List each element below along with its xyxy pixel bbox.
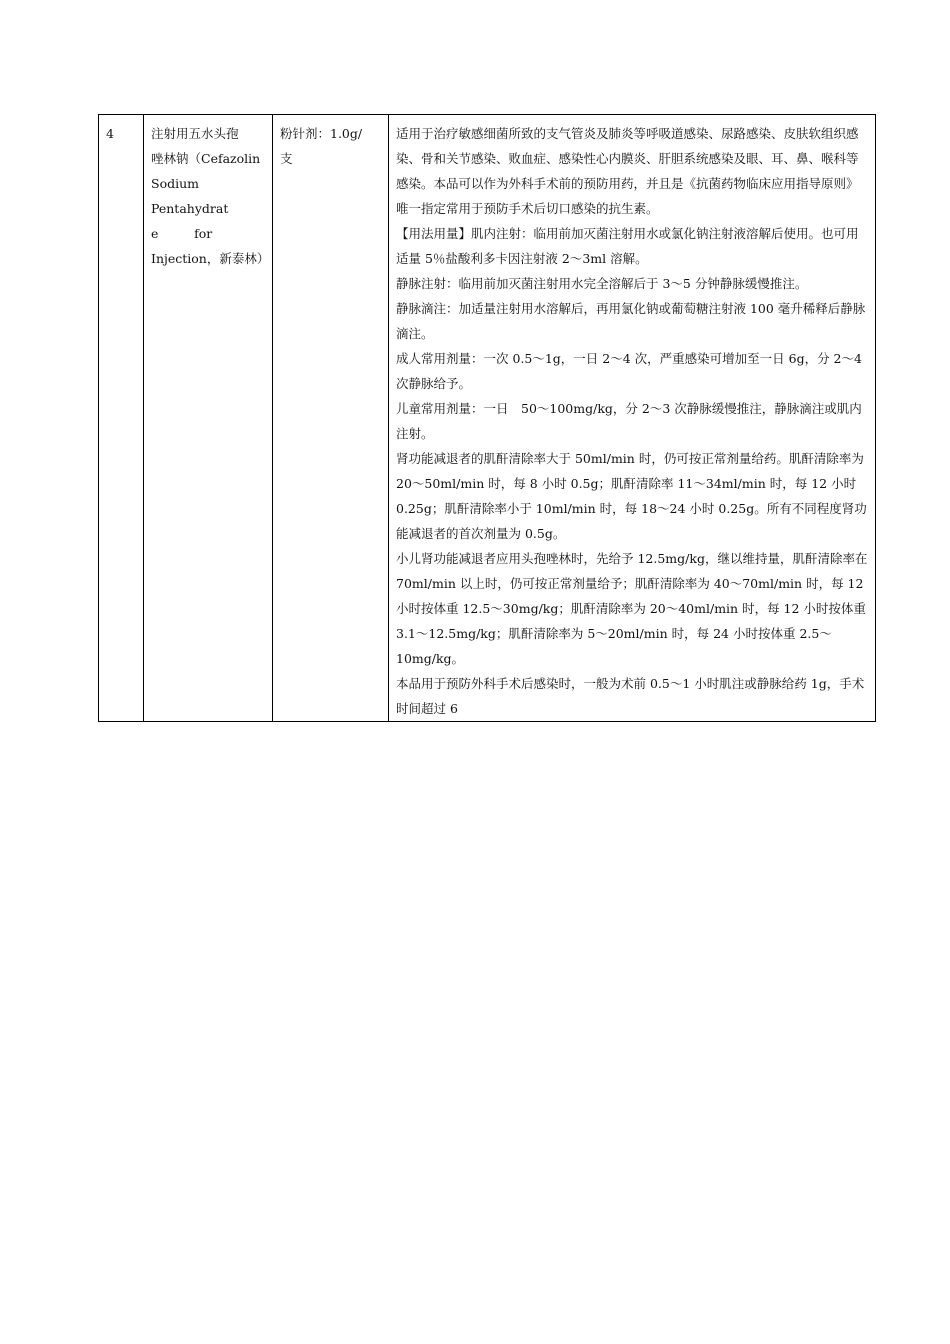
- description-paragraph: 【用法用量】肌内注射：临用前加灭菌注射用水或氯化钠注射液溶解后使用。也可用适量 5％盐酸利多卡因注射液 2～3ml 溶解。: [396, 226, 859, 266]
- description-paragraph: 肾功能减退者的肌酐清除率大于 50ml/min 时，仍可按正常剂量给药。肌酐清除率为 20～50ml/min 时，每 8 小时 0.5g；肌酐清除率 11～34ml/min 时，每 12 小时 0.25g；肌酐清除率小于 10ml/min 时，每 18～24 小时 0.25g。所有不同程度肾功能减退者的首次剂量为 0.5g。: [396, 451, 867, 541]
- description-paragraph: 适用于治疗敏感细菌所致的支气管炎及肺炎等呼吸道感染、尿路感染、皮肤软组织感染、骨和关节感染、败血症、感染性心内膜炎、肝胆系统感染及眼、耳、鼻、喉科等感染。本品可以作为外科手术前的预防用药，并且是《抗菌药物临床应用指导原则》唯一指定常用于预防手术后切口感染的抗生素。: [396, 126, 859, 216]
- description-paragraph: 小儿肾功能减退者应用头孢唑林时，先给予 12.5mg/kg，继以维持量，肌酐清除率在 70ml/min 以上时，仍可按正常剂量给予；肌酐清除率为 40～70ml/min 时，每 12 小时按体重 12.5～30mg/kg；肌酐清除率为 20～40ml/min 时，每 12 小时按体重 3.1～12.5mg/kg；肌酐清除率为 5～20ml/min 时，每 24 小时按体重 2.5～10mg/kg。: [396, 551, 868, 666]
- spec-line: 粉针剂：1.0g/: [280, 126, 363, 141]
- drug-name-line: Pentahydrate for: [151, 201, 229, 241]
- drug-table: [98, 114, 876, 722]
- drug-name-cell: [144, 115, 273, 722]
- description-paragraph: 本品用于预防外科手术后感染时，一般为术前 0.5～1 小时肌注或静脉给药 1g，手术时间超过 6: [396, 676, 865, 716]
- description-paragraph: 静脉注射：临用前加灭菌注射用水完全溶解后于 3～5 分钟静脉缓慢推注。: [396, 276, 808, 291]
- table-row: [99, 115, 876, 722]
- drug-name-line: 唑林钠（Cefazolin: [151, 151, 261, 166]
- index-cell: 4: [99, 115, 144, 722]
- spec-line: 支: [280, 151, 293, 166]
- description-paragraph: 儿童常用剂量：一日 50～100mg/kg，分 2～3 次静脉缓慢推注，静脉滴注或肌内注射。: [396, 401, 862, 441]
- description-cell: [389, 115, 876, 722]
- drug-name-line: Injection，新泰林）: [151, 251, 270, 266]
- drug-name-line: Sodium: [151, 176, 199, 191]
- drug-name-line: 注射用五水头孢: [151, 126, 239, 141]
- description-paragraph: 静脉滴注：加适量注射用水溶解后，再用氯化钠或葡萄糖注射液 100 毫升稀释后静脉滴注。: [396, 301, 866, 341]
- spec-cell: [273, 115, 389, 722]
- description-paragraph: 成人常用剂量：一次 0.5～1g，一日 2～4 次，严重感染可增加至一日 6g，分 2～4 次静脉给予。: [396, 351, 862, 391]
